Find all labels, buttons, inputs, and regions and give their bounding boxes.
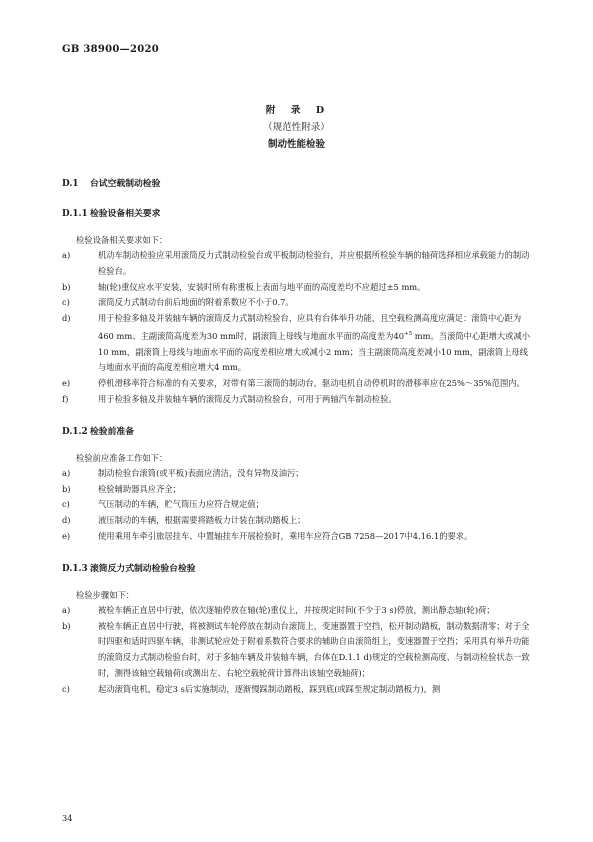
item-label: c) [62, 297, 70, 308]
item-label: b) [62, 483, 71, 494]
section-intro: 检验设备相关要求如下： [76, 235, 168, 245]
item-label: b) [62, 281, 71, 292]
item-text: 使用乘用车牵引旅居挂车、中置轴挂车开展检验时，乘用车应符合GB 7258—2017中4.16.1的要求。 [98, 530, 473, 541]
item-label: a) [62, 467, 71, 478]
list-item [62, 311, 532, 376]
item-text: 被检车辆正直居中行驶，依次逐轴停放在轴(轮)重仪上，并按规定时间(不少于3 s)停放，测出静态轴(轮)荷； [98, 604, 495, 615]
list-item [62, 682, 532, 698]
item-text: 用于检验多轴及并装轴车辆的滚筒反力式制动检验台，应具有台体举升功能，且空载检测高度应满足：滚筒中心距为460 mm、主副滚筒高度差为30 mm时，副滚筒上母线与地面水平面的高度差为40 [98, 313, 522, 341]
section-d1-heading [62, 176, 532, 192]
list-item [62, 248, 532, 280]
section-intro: 检验步骤如下： [76, 589, 135, 600]
list-item [62, 513, 532, 529]
item-text: 机动车制动检验应采用滚筒反力式制动检验台或平板制动检验台，并应根据所检验车辆的轴荷选择相应承载能力的制动检验台。 [98, 250, 530, 276]
section-intro: 检验前应准备工作如下： [76, 452, 168, 463]
section-title: 检验设备相关要求 [90, 209, 161, 219]
item-label: b) [62, 620, 71, 631]
item-label: c) [62, 683, 70, 694]
list-item [62, 482, 532, 498]
tolerance-superscript: +5 [404, 330, 413, 337]
item-label: d) [62, 313, 71, 324]
section-title: 检验前准备 [90, 426, 134, 437]
item-text: 用于检验多轴及并装轴车辆的滚筒反力式制动检验台，可用于两轴汽车制动检验。 [98, 393, 397, 404]
appendix-nature: （规范性附录） [263, 122, 330, 133]
list-item [62, 619, 532, 682]
item-text: mm。当滚筒中心距增大或减小10 mm，副滚筒上母线与地面水平面的高度差相应增大或减小2 mm；当主副滚筒高度差减小10 mm，副滚筒上母线与地面水平面的高度差相应增大4 mm。 [98, 330, 531, 373]
section-number: D.1.1 [62, 209, 88, 219]
document-body [62, 176, 532, 698]
list-item [62, 376, 532, 392]
item-text: 检验辅助器具应齐全； [98, 483, 181, 494]
item-label: d) [62, 515, 71, 526]
list-item [62, 280, 532, 296]
section-number: D.1 [62, 179, 79, 189]
item-text: 停机滑移率符合标准的有关要求，对带有第三滚筒的制动台，驱动电机自动停机时的滑移率应在25%～35%范围内。 [98, 378, 525, 389]
item-label: a) [62, 604, 71, 615]
section-number: D.1.2 [62, 426, 88, 437]
list-item [62, 603, 532, 619]
item-label: a) [62, 250, 71, 260]
item-text: 起动滚筒电机，稳定3 s后实施制动，逐渐慢踩制动踏板，踩到底(或踩至规定制动踏板力)，测 [98, 683, 441, 694]
list-item [62, 497, 532, 513]
item-label: e) [62, 378, 71, 389]
section-number: D.1.3 [62, 563, 88, 574]
section-d11-heading [62, 206, 532, 222]
standard-code: GB 38900—2020 [62, 44, 159, 55]
section-title: 滚筒反力式制动检验台检验 [90, 563, 196, 574]
list-item [62, 466, 532, 482]
item-text: 被检车辆正直居中行驶，将被测试车轮停放在制动台滚筒上，变速器置于空挡，松开制动踏板，制动数据清零；对于全时四驱和适时四驱车辆，非测试轮应处于附着系数符合要求的辅助自由滚筒组上，变速器置于空挡；采用具有举升功能的滚筒反力式制动检验台时，对于多轴车辆及并装轴车辆，台体在D.1.1 d)规定的空载检测高度、与制动检验状态一致时，测得该轴空载轴荷(或测出左、右轮空载轮荷计算得出该轴空载轴荷)； [98, 620, 530, 678]
section-title: 台试空载制动检验 [90, 179, 161, 189]
section-d13-heading [62, 561, 532, 577]
item-text: 气压制动的车辆，贮气筒压力应符合规定值； [98, 499, 264, 510]
item-label: e) [62, 530, 71, 541]
item-text: 轴(轮)重仪应水平安装，安装时所有称重板上表面与地平面的高度差均不应超过±5 mm。 [98, 281, 426, 292]
item-label: c) [62, 499, 70, 510]
section-d12-heading [62, 424, 532, 440]
page-number: 34 [62, 813, 73, 823]
list-item [62, 529, 532, 545]
appendix-title: 附 录 D [265, 105, 328, 116]
item-text: 制动检验台滚筒(或平板)表面应清洁，没有异物及油污； [98, 467, 304, 478]
appendix-heading [0, 102, 593, 153]
appendix-name: 制动性能检验 [267, 139, 325, 150]
item-text: 液压制动的车辆，根据需要将踏板力计装在制动踏板上； [98, 515, 306, 526]
item-text: 滚筒反力式制动台前后地面的附着系数应不小于0.7。 [98, 297, 294, 308]
list-item [62, 392, 532, 408]
item-label: f) [62, 393, 69, 404]
list-item [62, 295, 532, 311]
